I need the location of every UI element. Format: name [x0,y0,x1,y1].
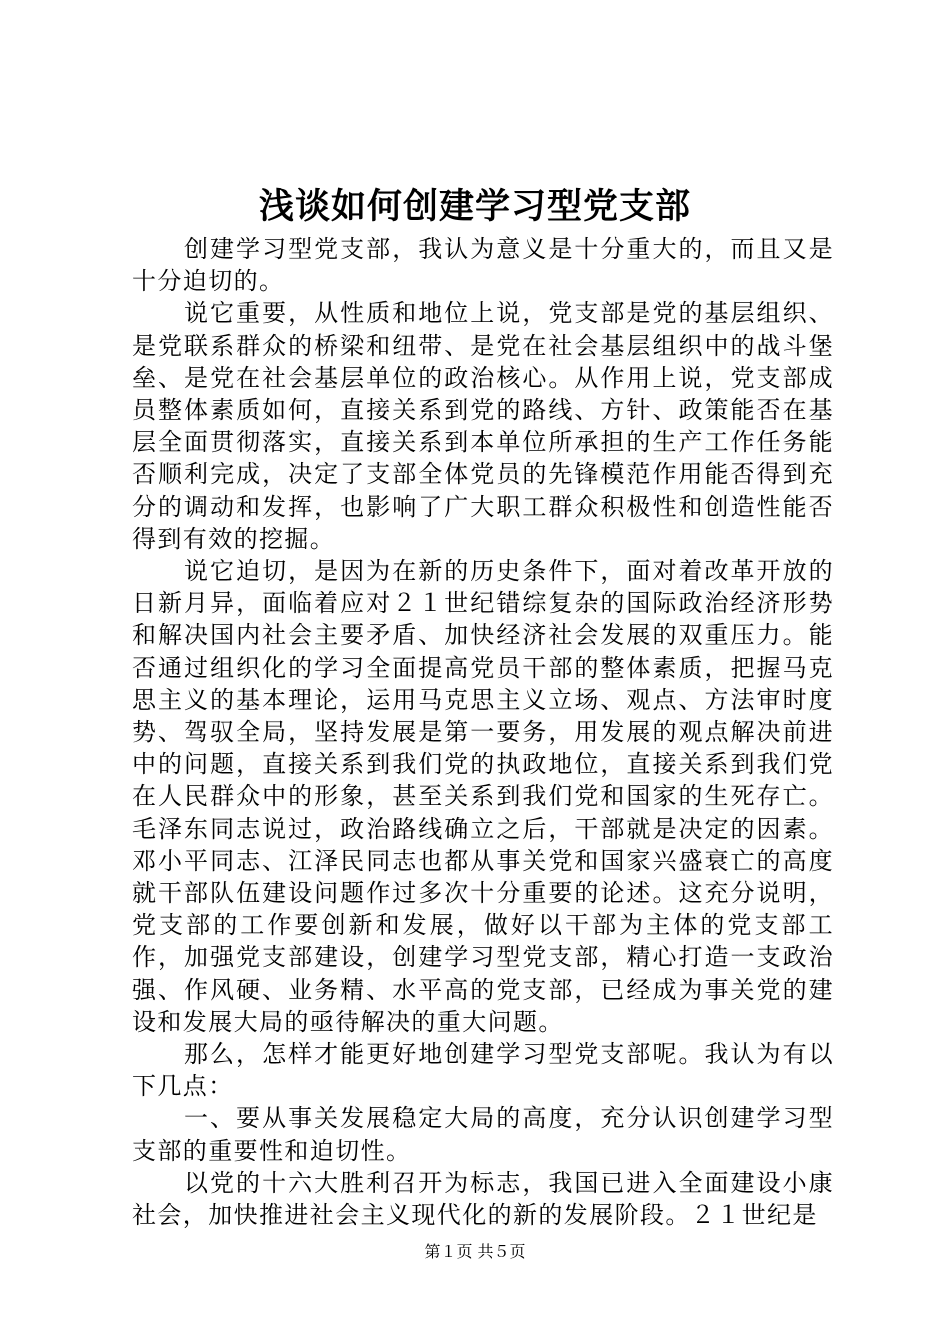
paragraph: 以党的十六大胜利召开为标志，我国已进入全面建设小康社会，加快推进社会主义现代化的新的发展阶段。２１世纪是 [132,1168,834,1230]
page-footer: 第１页 共５页 [424,1242,526,1261]
paragraph: 那么，怎样才能更好地创建学习型党支部呢。我认为有以下几点： [132,1040,834,1101]
paragraph: 说它迫切，是因为在新的历史条件下，面对着改革开放的日新月异，面临着应对２１世纪错综复杂的国际政治经济形势和解决国内社会主要矛盾、加快经济社会发展的双重压力。能否通过组织化的学习全面提高党员干部的整体素质，把握马克思主义的基本理论，运用马克思主义立场、观点、方法审时度势、驾驭全局，坚持发展是第一要务，用发展的观点解决前进中的问题，直接关系到我们党的执政地位，直接关系到我们党在人民群众中的形象，甚至关系到我们党和国家的生死存亡。毛泽东同志说过，政治路线确立之后，干部就是决定的因素。邓小平同志、江泽民同志也都从事关党和国家兴盛衰亡的高度就干部队伍建设问题作过多次十分重要的论述。这充分说明，党支部的工作要创新和发展，做好以干部为主体的党支部工作，加强党支部建设，创建学习型党支部，精心打造一支政治强、作风硬、业务精、水平高的党支部，已经成为事关党的建设和发展大局的亟待解决的重大问题。 [132,557,834,1036]
paragraph: 一、要从事关发展稳定大局的高度，充分认识创建学习型支部的重要性和迫切性。 [132,1104,834,1165]
document-body [132,233,834,1231]
paragraph: 创建学习型党支部，我认为意义是十分重大的，而且又是十分迫切的。 [132,235,834,296]
document-title: 浅谈如何创建学习型党支部 [258,186,691,227]
paragraph: 说它重要，从性质和地位上说，党支部是党的基层组织、是党联系群众的桥梁和纽带、是党在社会基层组织中的战斗堡垒、是党在社会基层单位的政治核心。从作用上说，党支部成员整体素质如何，直接关系到党的路线、方针、政策能否在基层全面贯彻落实，直接关系到本单位所承担的生产工作任务能否顺利完成，决定了支部全体党员的先锋模范作用能否得到充分的调动和发挥，也影响了广大职工群众积极性和创造性能否得到有效的挖掘。 [132,299,834,553]
